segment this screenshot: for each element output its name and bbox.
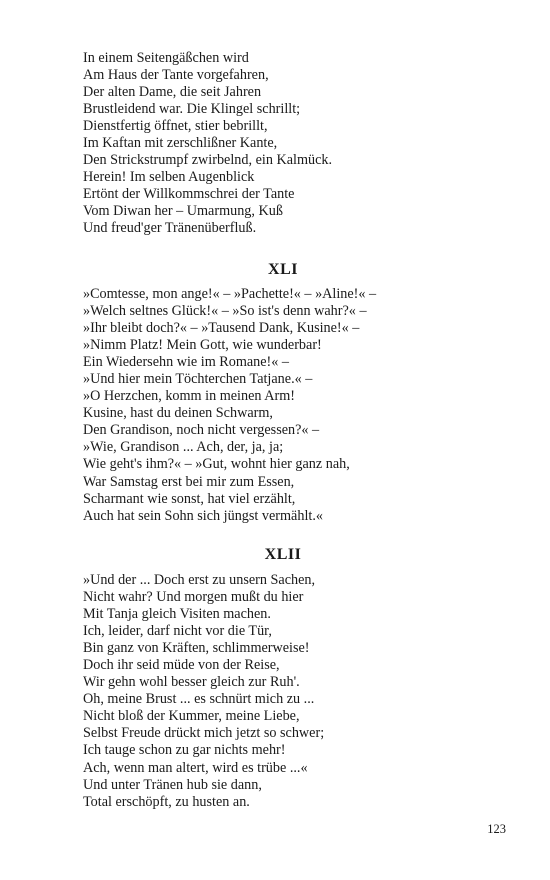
verse-line: Und freud'ger Tränenüberfluß. — [83, 220, 257, 237]
verse-line: »Ihr bleibt doch?« – »Tausend Dank, Kusine!« – — [83, 320, 360, 337]
verse-line: Total erschöpft, zu husten an. — [83, 793, 250, 810]
verse-line: Brustleidend war. Die Klingel schrillt; — [83, 101, 301, 118]
verse-line: Herein! Im selben Augenblick — [83, 169, 255, 186]
verse-line: Vom Diwan her – Umarmung, Kuß — [83, 203, 283, 220]
verse-line: Ach, wenn man altert, wird es trübe ...« — [83, 759, 308, 776]
verse-line: Wie geht's ihm?« – »Gut, wohnt hier ganz nah, — [83, 456, 350, 473]
verse-line: Wir gehn wohl besser gleich zur Ruh'. — [83, 674, 300, 691]
page-number: 123 — [487, 822, 506, 836]
section-heading-xlii: XLII — [264, 546, 302, 563]
verse-line: Und unter Tränen hub sie dann, — [83, 776, 262, 793]
verse-line: Ein Wiedersehn wie im Romane!« – — [83, 354, 290, 371]
verse-line: Der alten Dame, die seit Jahren — [83, 84, 262, 101]
verse-line: Auch hat sein Sohn sich jüngst vermählt.« — [83, 507, 323, 524]
verse-line: »Wie, Grandison ... Ach, der, ja, ja; — [83, 439, 284, 456]
verse-line: »O Herzchen, komm in meinen Arm! — [83, 388, 295, 405]
verse-line: Doch ihr seid müde von der Reise, — [83, 657, 280, 674]
verse-line: Scharmant wie sonst, hat viel erzählt, — [83, 490, 296, 507]
verse-line: Am Haus der Tante vorgefahren, — [83, 67, 269, 84]
stanza-xlii — [83, 572, 483, 811]
verse-line: In einem Seitengäßchen wird — [83, 50, 249, 66]
verse-line: Nicht bloß der Kummer, meine Liebe, — [83, 708, 300, 725]
verse-line: War Samstag erst bei mir zum Essen, — [83, 473, 295, 490]
verse-line: Den Grandison, noch nicht vergessen?« – — [83, 422, 320, 439]
verse-line: »Comtesse, mon ange!« – »Pachette!« – »Aline!« – — [83, 286, 377, 302]
stanza-xli — [83, 286, 483, 525]
section-heading-xli: XLI — [268, 261, 298, 278]
verse-line: Mit Tanja gleich Visiten machen. — [83, 606, 271, 623]
verse-line: Den Strickstrumpf zwirbelnd, ein Kalmück. — [83, 152, 333, 169]
verse-line: Ich, leider, darf nicht vor die Tür, — [83, 623, 272, 640]
verse-line: Nicht wahr? Und morgen mußt du hier — [83, 589, 304, 606]
verse-line: »Und hier mein Töchterchen Tatjane.« – — [83, 371, 313, 388]
verse-line: Bin ganz von Kräften, schlimmerweise! — [83, 640, 310, 657]
verse-line: Kusine, hast du deinen Schwarm, — [83, 405, 273, 422]
verse-line: »Nimm Platz! Mein Gott, wie wunderbar! — [83, 337, 322, 354]
verse-line: Ich tauge schon zu gar nichts mehr! — [83, 742, 286, 759]
verse-line: Ertönt der Willkommschrei der Tante — [83, 186, 295, 203]
verse-line: »Und der ... Doch erst zu unsern Sachen, — [83, 572, 316, 588]
verse-line: Dienstfertig öffnet, stier bebrillt, — [83, 118, 268, 135]
stanza-intro — [83, 50, 483, 238]
verse-line: Oh, meine Brust ... es schnürt mich zu ... — [83, 691, 315, 708]
verse-line: Selbst Freude drückt mich jetzt so schwer; — [83, 725, 325, 742]
verse-line: Im Kaftan mit zerschlißner Kante, — [83, 135, 278, 152]
verse-line: »Welch seltnes Glück!« – »So ist's denn wahr?« – — [83, 303, 367, 320]
